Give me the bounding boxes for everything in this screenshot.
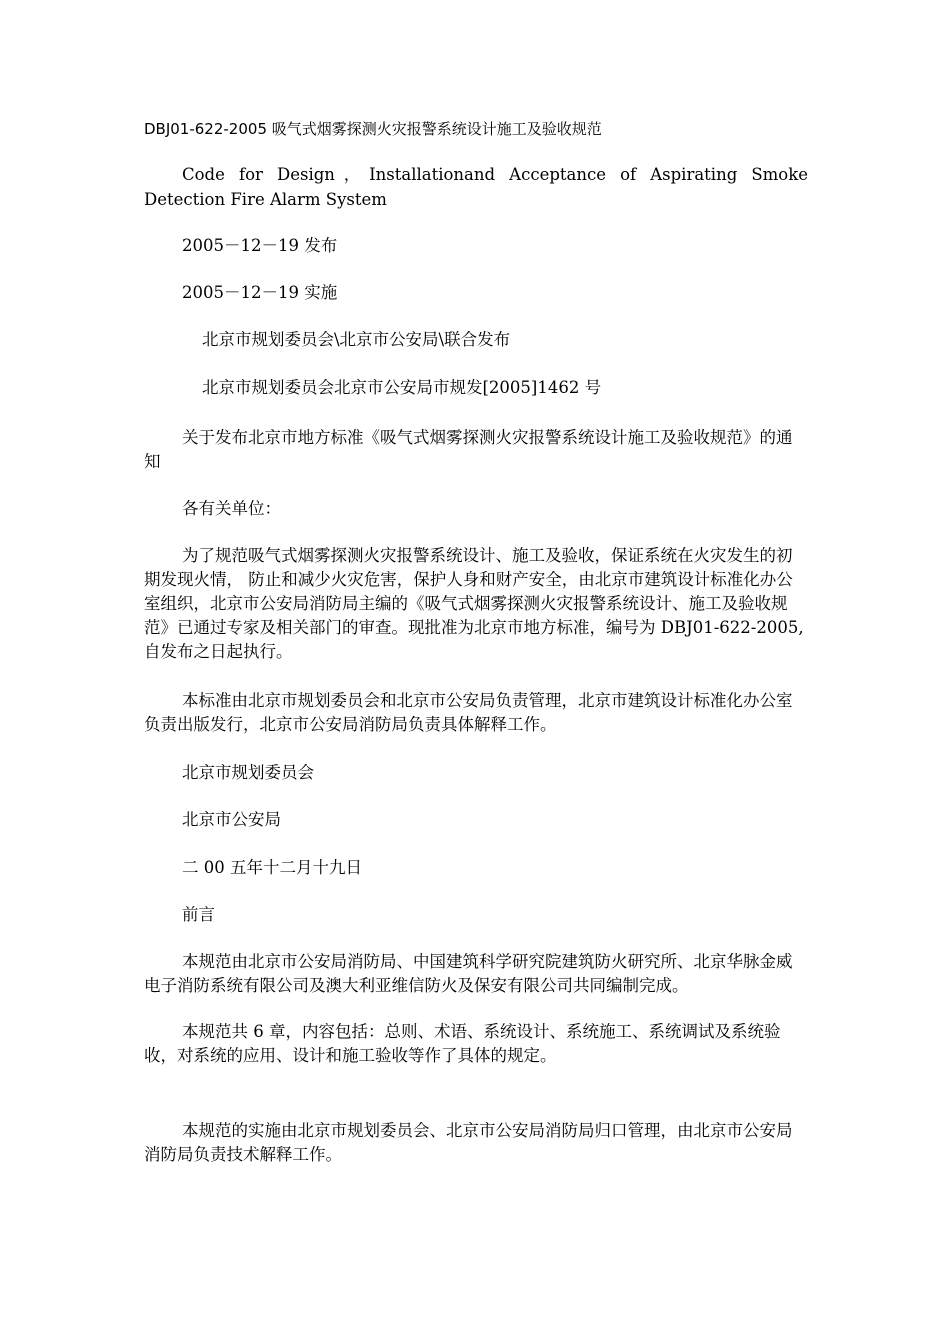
salutation: 各有关单位： <box>182 499 281 518</box>
issue-date: 2005－12－19 发布 <box>182 236 338 255</box>
body-paragraph-2: 本标准由北京市规划委员会和北京市公安局负责管理，北京市建筑设计标准化办公室负责出版发行，北京市公安局消防局负责具体解释工作。 <box>144 691 793 734</box>
preface-heading: 前言 <box>182 905 215 924</box>
sign-date: 二 00 五年十二月十九日 <box>182 858 362 877</box>
english-title: Code for Design，Installationand Acceptance of Aspirating Smoke Detection Fire Alarm System <box>144 165 808 209</box>
preface-paragraph-3: 本规范的实施由北京市规划委员会、北京市公安局消防局归口管理，由北京市公安局消防局负责技术解释工作。 <box>144 1121 793 1164</box>
signer-public-security-bureau: 北京市公安局 <box>182 810 281 829</box>
body-paragraph-1: 为了规范吸气式烟雾探测火灾报警系统设计、施工及验收，保证系统在火灾发生的初期发现火情， 防止和减少火灾危害，保护人身和财产安全，由北京市建筑设计标准化办公室组织，北京市公安局消防局主编的《吸气式烟雾探测火灾报警系统设计、施工及验收规 范》已通过专家及相关部门的审查。现批准为北京市地方标准，编号为 DBJ01-622-2005,自发布之日起执行。 <box>144 546 804 661</box>
document-title: DBJ01-622-2005 吸气式烟雾探测火灾报警系统设计施工及验收规范 <box>144 120 602 138</box>
document-number: 北京市规划委员会北京市公安局市规发[2005]1462 号 <box>202 378 602 397</box>
preface-paragraph-1: 本规范由北京市公安局消防局、中国建筑科学研究院建筑防火研究所、北京华脉金威电子消防系统有限公司及澳大利亚维信防火及保安有限公司共同编制完成。 <box>144 952 793 995</box>
publishers: 北京市规划委员会\北京市公安局\联合发布 <box>202 330 511 349</box>
signer-planning-commission: 北京市规划委员会 <box>182 763 314 782</box>
preface-paragraph-2: 本规范共 6 章，内容包括：总则、术语、系统设计、系统施工、系统调试及系统验收，对系统的应用、设计和施工验收等作了具体的规定。 <box>144 1022 781 1065</box>
effective-date: 2005－12－19 实施 <box>182 283 338 302</box>
notice-title: 关于发布北京市地方标准《吸气式烟雾探测火灾报警系统设计施工及验收规范》的通知 <box>144 428 793 471</box>
